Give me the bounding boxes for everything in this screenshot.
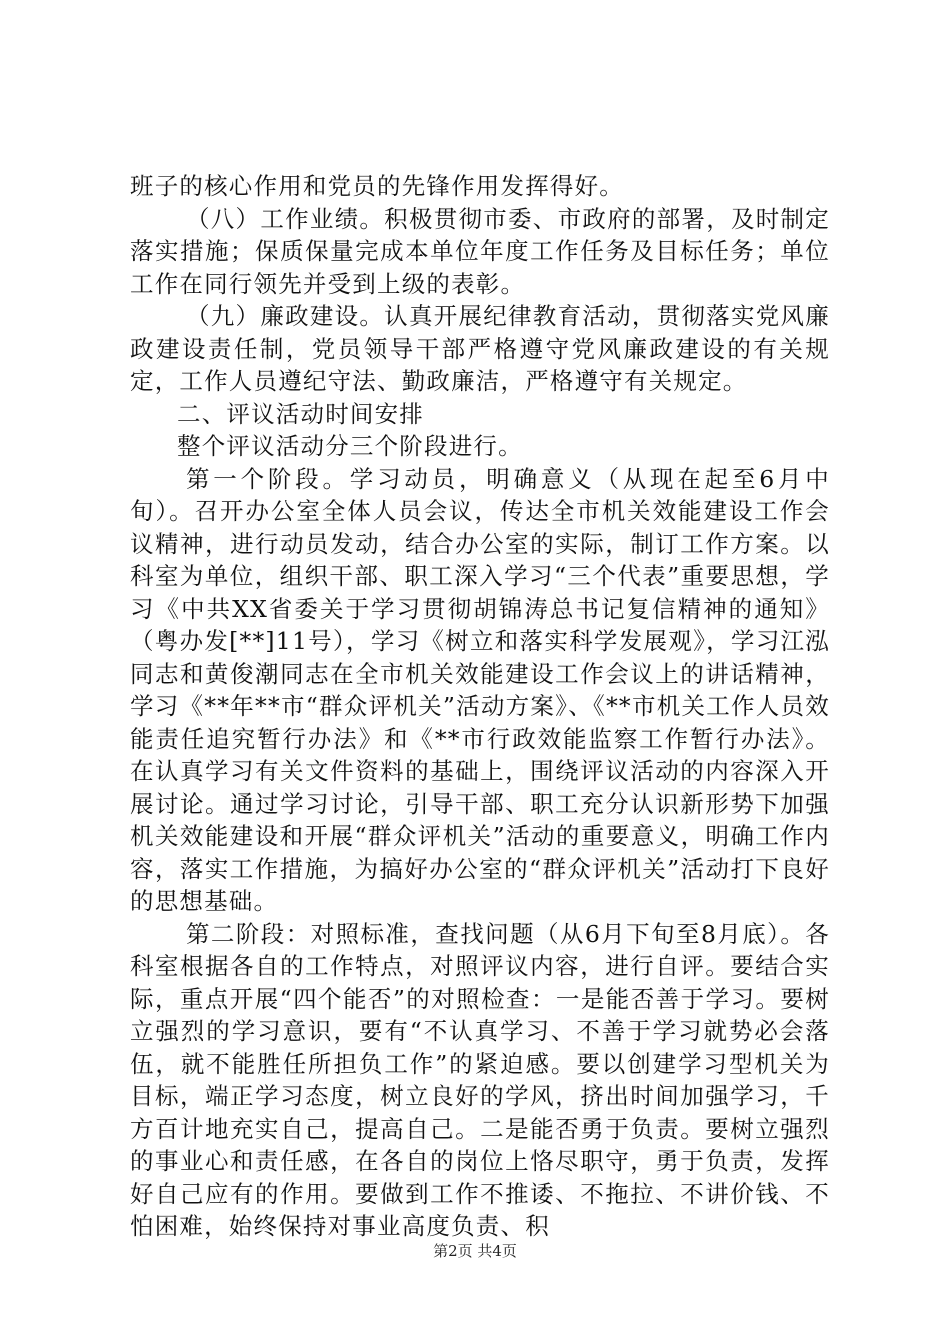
paragraph-three-stages: 整个评议活动分三个阶段进行。 [177,432,523,460]
paragraph-integrity-building: （九）廉政建设。认真开展纪律教育活动，贯彻落实党风廉政建设责任制，党员领导干部严格遵守党风廉政建设的有关规定，工作人员遵纪守法、勤政廉洁，严格遵守有关规定。 [130,302,830,395]
document-body [130,170,830,1243]
section-heading-schedule: 二、评议活动时间安排 [177,399,424,428]
paragraph-work-performance: （八）工作业绩。积极贯彻市委、市政府的部署，及时制定落实措施；保质保量完成本单位年度工作任务及目标任务；单位工作在同行领先并受到上级的表彰。 [130,204,830,298]
paragraph-continuation: 班子的核心作用和党员的先锋作用发挥得好。 [130,172,624,200]
paragraph-stage-two: 第二阶段：对照标准，查找问题（从6月下旬至8月底）。各科室根据各自的工作特点，对照评议内容，进行自评。要结合实际，重点开展“四个能否”的对照检查：一是能否善于学习。要树立强烈的学习意识，要有“不认真学习、不善于学习就势必会落伍，就不能胜任所担负工作”的紧迫感。要以创建学习型机关为目标，端正学习态度，树立良好的学风，挤出时间加强学习，千方百计地充实自己，提高自己。二是能否勇于负责。要树立强烈的事业心和责任感，在各自的岗位上恪尽职守，勇于负责，发挥好自己应有的作用。要做到工作不推诿、不拖拉、不讲价钱、不怕困难，始终保持对事业高度负责、积 [130,919,830,1240]
paragraph-stage-one: 第一个阶段。学习动员，明确意义（从现在起至6月中旬）。召开办公室全体人员会议，传达全市机关效能建设工作会议精神，进行动员发动，结合办公室的实际，制订工作方案。以科室为单位，组织干部、职工深入学习“三个代表”重要思想，学习《中共XX省委关于学习贯彻胡锦涛总书记复信精神的通知》（粤办发[**]11号），学习《树立和落实科学发展观》，学习江泓同志和黄俊潮同志在全市机关效能建设工作会议上的讲话精神，学习《**年**市“群众评机关”活动方案》、《**市机关工作人员效能责任追究暂行办法》和《**市行政效能监察工作暂行办法》。在认真学习有关文件资料的基础上，围绕评议活动的内容深入开展讨论。通过学习讨论，引导干部、职工充分认识新形势下加强机关效能建设和开展“群众评机关”活动的重要意义，明确工作内容，落实工作措施，为搞好办公室的“群众评机关”活动打下良好的思想基础。 [130,464,830,915]
page-number-footer: 第2页 共4页 [433,1242,517,1260]
